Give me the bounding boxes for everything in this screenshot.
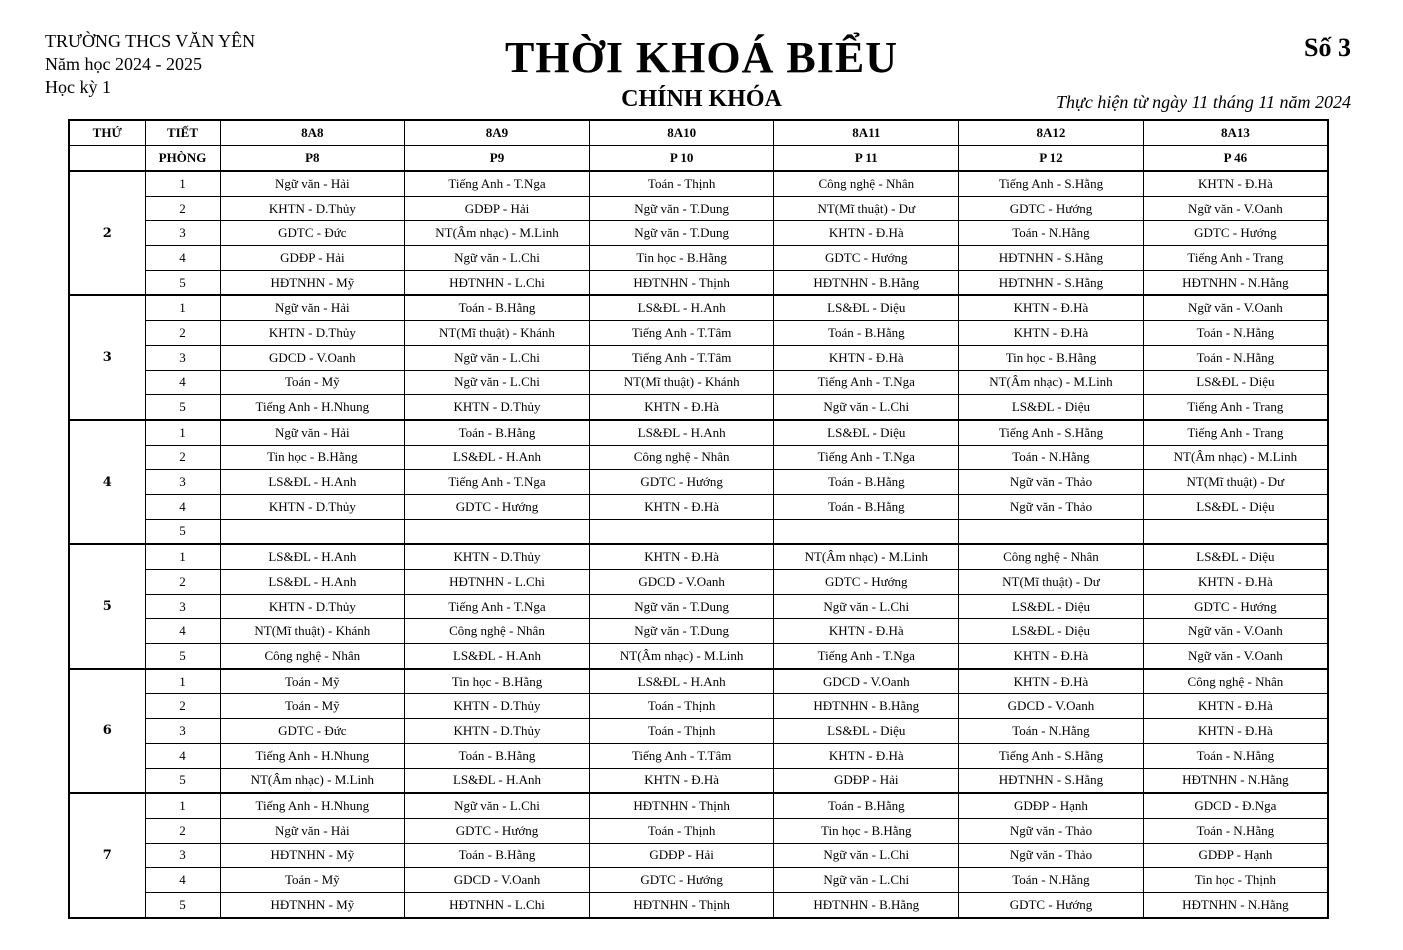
table-row [69,868,1328,893]
lesson-cell: Toán - N.Hằng [959,221,1144,246]
lesson-cell: HĐTNHN - Thịnh [589,892,774,917]
period-cell: 3 [145,843,220,868]
lesson-cell: Ngữ văn - L.Chi [774,843,959,868]
period-cell: 4 [145,494,220,519]
lesson-cell: NT(Mĩ thuật) - Khánh [405,321,590,346]
period-cell: 2 [145,321,220,346]
lesson-cell: NT(Mĩ thuật) - Dư [1143,470,1328,495]
lesson-cell: Ngữ văn - T.Dung [589,619,774,644]
lesson-cell: Tiếng Anh - S.Hằng [959,171,1144,196]
lesson-cell: NT(Âm nhạc) - M.Linh [589,644,774,669]
lesson-cell: NT(Mĩ thuật) - Khánh [220,619,405,644]
room-header: P 12 [959,146,1144,172]
lesson-cell: Tiếng Anh - T.Tâm [589,743,774,768]
lesson-cell: Tiếng Anh - T.Nga [774,445,959,470]
lesson-cell: Ngữ văn - Hải [220,818,405,843]
lesson-cell: Tin học - B.Hằng [589,246,774,271]
lesson-cell: HĐTNHN - Mỹ [220,843,405,868]
table-row [69,519,1328,544]
table-row [69,843,1328,868]
table-row [69,321,1328,346]
lesson-cell: GDTC - Hướng [1143,594,1328,619]
lesson-cell: KHTN - Đ.Hà [1143,570,1328,595]
lesson-cell: GDCD - V.Oanh [959,694,1144,719]
lesson-cell: Toán - B.Hằng [774,470,959,495]
lesson-cell: KHTN - Đ.Hà [1143,694,1328,719]
table-row [69,743,1328,768]
table-row [69,768,1328,793]
lesson-cell: Công nghệ - Nhân [589,445,774,470]
lesson-cell: LS&ĐL - H.Anh [405,445,590,470]
lesson-cell: NT(Mĩ thuật) - Khánh [589,370,774,395]
table-row [69,470,1328,495]
col-tiet-header: TIẾT [145,120,220,146]
lesson-cell: Tiếng Anh - Trang [1143,395,1328,420]
lesson-cell: Ngữ văn - V.Oanh [1143,644,1328,669]
lesson-cell: KHTN - D.Thủy [405,719,590,744]
table-row [69,295,1328,320]
lesson-cell: Ngữ văn - L.Chi [774,594,959,619]
lesson-cell: Ngữ văn - Hải [220,420,405,445]
lesson-cell: KHTN - D.Thủy [220,494,405,519]
lesson-cell: LS&ĐL - H.Anh [405,644,590,669]
lesson-cell: KHTN - D.Thủy [405,544,590,569]
lesson-cell: Công nghệ - Nhân [959,544,1144,569]
lesson-cell: Toán - B.Hằng [405,420,590,445]
table-row [69,395,1328,420]
lesson-cell: GDĐP - Hải [220,246,405,271]
period-cell: 5 [145,395,220,420]
lesson-cell: KHTN - Đ.Hà [589,768,774,793]
lesson-cell: Tiếng Anh - H.Nhung [220,395,405,420]
lesson-cell: Toán - Thịnh [589,719,774,744]
day-cell: 7 [69,793,145,917]
lesson-cell: Toán - Mỹ [220,694,405,719]
lesson-cell: Ngữ văn - L.Chi [405,793,590,818]
lesson-cell [220,519,405,544]
col-thu-header: THỨ [69,120,145,146]
lesson-cell: Ngữ văn - L.Chi [405,345,590,370]
lesson-cell: LS&ĐL - Diệu [774,719,959,744]
lesson-cell: KHTN - Đ.Hà [959,321,1144,346]
class-header: 8A11 [774,120,959,146]
lesson-cell: NT(Âm nhạc) - M.Linh [405,221,590,246]
class-header: 8A10 [589,120,774,146]
table-row [69,892,1328,917]
lesson-cell: GDTC - Hướng [405,494,590,519]
lesson-cell: HĐTNHN - Thịnh [589,270,774,295]
class-header: 8A8 [220,120,405,146]
table-row [69,246,1328,271]
lesson-cell: LS&ĐL - H.Anh [220,570,405,595]
lesson-cell: Toán - Mỹ [220,669,405,694]
period-cell: 2 [145,445,220,470]
lesson-cell: GDTC - Đức [220,221,405,246]
day-cell: 2 [69,171,145,295]
table-row [69,171,1328,196]
lesson-cell [959,519,1144,544]
period-cell: 3 [145,345,220,370]
timetable [68,119,1329,919]
lesson-cell: Ngữ văn - Thảo [959,494,1144,519]
table-row [69,420,1328,445]
table-row [69,494,1328,519]
empty-header-cell [69,146,145,172]
lesson-cell: GDĐP - Hải [405,196,590,221]
lesson-cell: GDĐP - Hải [589,843,774,868]
lesson-cell: NT(Âm nhạc) - M.Linh [774,544,959,569]
period-cell: 3 [145,594,220,619]
lesson-cell: HĐTNHN - N.Hằng [1143,892,1328,917]
period-cell: 5 [145,644,220,669]
lesson-cell: KHTN - Đ.Hà [959,669,1144,694]
lesson-cell: LS&ĐL - H.Anh [220,544,405,569]
lesson-cell: Tiếng Anh - T.Nga [405,594,590,619]
lesson-cell: Tiếng Anh - T.Nga [774,370,959,395]
table-row [69,818,1328,843]
lesson-cell: HĐTNHN - N.Hằng [1143,270,1328,295]
table-row [69,644,1328,669]
effective-date: Thực hiện từ ngày 11 tháng 11 năm 2024 [1056,92,1351,112]
lesson-cell: GDTC - Hướng [774,570,959,595]
lesson-cell: HĐTNHN - Mỹ [220,270,405,295]
period-cell: 4 [145,619,220,644]
table-row [69,669,1328,694]
period-cell: 5 [145,768,220,793]
lesson-cell: Ngữ văn - Thảo [959,470,1144,495]
lesson-cell: LS&ĐL - Diệu [959,619,1144,644]
lesson-cell: Toán - Thịnh [589,694,774,719]
school-name: TRƯỜNG THCS VĂN YÊN [45,31,256,51]
lesson-cell: GDTC - Hướng [774,246,959,271]
lesson-cell: Tiếng Anh - T.Tâm [589,321,774,346]
lesson-cell: HĐTNHN - L.Chi [405,270,590,295]
lesson-cell: NT(Mĩ thuật) - Dư [774,196,959,221]
lesson-cell: NT(Âm nhạc) - M.Linh [959,370,1144,395]
lesson-cell: Toán - Mỹ [220,868,405,893]
col-phong-header: PHÒNG [145,146,220,172]
period-cell: 4 [145,246,220,271]
period-cell: 2 [145,570,220,595]
period-cell: 1 [145,669,220,694]
lesson-cell: GDCD - V.Oanh [774,669,959,694]
lesson-cell: Công nghệ - Nhân [1143,669,1328,694]
lesson-cell: Toán - N.Hằng [1143,321,1328,346]
lesson-cell: Tin học - Thịnh [1143,868,1328,893]
lesson-cell: KHTN - Đ.Hà [774,619,959,644]
lesson-cell: Tiếng Anh - T.Nga [405,470,590,495]
period-cell: 1 [145,544,220,569]
period-cell: 1 [145,793,220,818]
lesson-cell: Tiếng Anh - T.Nga [405,171,590,196]
lesson-cell: Ngữ văn - L.Chi [774,395,959,420]
day-cell: 3 [69,295,145,419]
lesson-cell: Công nghệ - Nhân [774,171,959,196]
day-cell: 5 [69,544,145,668]
lesson-cell: Tiếng Anh - Trang [1143,420,1328,445]
lesson-cell: GDĐP - Hạnh [959,793,1144,818]
lesson-cell: GDTC - Hướng [589,868,774,893]
lesson-cell: Tiếng Anh - T.Tâm [589,345,774,370]
lesson-cell: NT(Mĩ thuật) - Dư [959,570,1144,595]
period-cell: 1 [145,420,220,445]
lesson-cell: LS&ĐL - Diệu [1143,544,1328,569]
lesson-cell: LS&ĐL - Diệu [774,295,959,320]
lesson-cell: GDTC - Hướng [959,892,1144,917]
lesson-cell: HĐTNHN - B.Hằng [774,270,959,295]
header-row-classes [69,120,1328,146]
table-row [69,694,1328,719]
table-row [69,594,1328,619]
lesson-cell: Toán - N.Hằng [959,719,1144,744]
lesson-cell: Ngữ văn - V.Oanh [1143,196,1328,221]
lesson-cell: GDTC - Hướng [405,818,590,843]
lesson-cell: LS&ĐL - Diệu [959,395,1144,420]
lesson-cell: Ngữ văn - L.Chi [405,246,590,271]
lesson-cell: LS&ĐL - H.Anh [405,768,590,793]
lesson-cell: Công nghệ - Nhân [220,644,405,669]
room-header: P 46 [1143,146,1328,172]
lesson-cell: LS&ĐL - Diệu [1143,494,1328,519]
lesson-cell: Toán - N.Hằng [959,445,1144,470]
lesson-cell: KHTN - Đ.Hà [959,644,1144,669]
lesson-cell: GDCD - V.Oanh [405,868,590,893]
lesson-cell: GDTC - Hướng [959,196,1144,221]
class-header: 8A12 [959,120,1144,146]
lesson-cell [774,519,959,544]
lesson-cell: LS&ĐL - H.Anh [589,295,774,320]
lesson-cell: KHTN - D.Thủy [405,694,590,719]
table-row [69,544,1328,569]
lesson-cell: Toán - B.Hằng [405,843,590,868]
period-cell: 5 [145,892,220,917]
period-cell: 3 [145,719,220,744]
lesson-cell: Toán - Thịnh [589,818,774,843]
lesson-cell: KHTN - Đ.Hà [589,494,774,519]
lesson-cell: Ngữ văn - T.Dung [589,196,774,221]
lesson-cell: Ngữ văn - T.Dung [589,221,774,246]
lesson-cell: HĐTNHN - S.Hằng [959,768,1144,793]
lesson-cell: KHTN - Đ.Hà [1143,171,1328,196]
class-header: 8A9 [405,120,590,146]
lesson-cell: KHTN - Đ.Hà [959,295,1144,320]
period-cell: 2 [145,196,220,221]
period-cell: 1 [145,171,220,196]
period-cell: 2 [145,818,220,843]
lesson-cell: KHTN - Đ.Hà [589,544,774,569]
table-row [69,445,1328,470]
lesson-cell: GDĐP - Hải [774,768,959,793]
lesson-cell: KHTN - Đ.Hà [589,395,774,420]
period-cell: 4 [145,743,220,768]
page-subtitle: CHÍNH KHÓA [621,86,782,112]
lesson-cell: Công nghệ - Nhân [405,619,590,644]
header-row-rooms [69,146,1328,172]
table-row [69,196,1328,221]
lesson-cell: Ngữ văn - Thảo [959,818,1144,843]
lesson-cell: KHTN - Đ.Hà [774,743,959,768]
period-cell: 4 [145,868,220,893]
lesson-cell: KHTN - D.Thủy [405,395,590,420]
room-header: P 11 [774,146,959,172]
lesson-cell: Ngữ văn - T.Dung [589,594,774,619]
lesson-cell: GDCD - V.Oanh [589,570,774,595]
lesson-cell: NT(Âm nhạc) - M.Linh [1143,445,1328,470]
room-header: P9 [405,146,590,172]
lesson-cell: Tiếng Anh - Trang [1143,246,1328,271]
lesson-cell: LS&ĐL - H.Anh [589,420,774,445]
lesson-cell: KHTN - D.Thủy [220,321,405,346]
lesson-cell: Toán - B.Hằng [774,321,959,346]
lesson-cell: LS&ĐL - Diệu [959,594,1144,619]
lesson-cell: GDTC - Đức [220,719,405,744]
page-title: THỜI KHOÁ BIỂU [505,33,898,82]
document-number: Số 3 [1304,33,1351,62]
school-year: Năm học 2024 - 2025 [45,54,202,74]
lesson-cell: Tin học - B.Hằng [959,345,1144,370]
period-cell: 4 [145,370,220,395]
room-header: P8 [220,146,405,172]
table-row [69,619,1328,644]
lesson-cell: LS&ĐL - Diệu [774,420,959,445]
lesson-cell: KHTN - Đ.Hà [774,345,959,370]
lesson-cell: Ngữ văn - Hải [220,171,405,196]
lesson-cell: Toán - N.Hằng [959,868,1144,893]
lesson-cell: HĐTNHN - S.Hằng [959,246,1144,271]
period-cell: 1 [145,295,220,320]
lesson-cell: LS&ĐL - H.Anh [220,470,405,495]
lesson-cell: Toán - B.Hằng [405,743,590,768]
lesson-cell [589,519,774,544]
lesson-cell: Toán - N.Hằng [1143,818,1328,843]
day-cell: 4 [69,420,145,544]
table-row [69,270,1328,295]
lesson-cell: Tiếng Anh - T.Nga [774,644,959,669]
lesson-cell: Ngữ văn - V.Oanh [1143,295,1328,320]
day-cell: 6 [69,669,145,793]
lesson-cell: GDTC - Hướng [589,470,774,495]
lesson-cell: GDCD - Đ.Nga [1143,793,1328,818]
period-cell: 5 [145,519,220,544]
lesson-cell [405,519,590,544]
room-header: P 10 [589,146,774,172]
lesson-cell: Ngữ văn - Thảo [959,843,1144,868]
period-cell: 3 [145,221,220,246]
period-cell: 2 [145,694,220,719]
table-row [69,370,1328,395]
lesson-cell: HĐTNHN - B.Hằng [774,694,959,719]
lesson-cell: Toán - N.Hằng [1143,743,1328,768]
period-cell: 5 [145,270,220,295]
lesson-cell: Ngữ văn - L.Chi [405,370,590,395]
lesson-cell: Tiếng Anh - S.Hằng [959,420,1144,445]
lesson-cell: GDTC - Hướng [1143,221,1328,246]
lesson-cell: KHTN - D.Thủy [220,594,405,619]
lesson-cell: Toán - B.Hằng [774,793,959,818]
class-header: 8A13 [1143,120,1328,146]
lesson-cell: Tin học - B.Hằng [220,445,405,470]
lesson-cell: Toán - B.Hằng [774,494,959,519]
lesson-cell: Toán - N.Hằng [1143,345,1328,370]
lesson-cell: HĐTNHN - S.Hằng [959,270,1144,295]
lesson-cell: Ngữ văn - L.Chi [774,868,959,893]
lesson-cell: Tiếng Anh - H.Nhung [220,743,405,768]
lesson-cell: KHTN - D.Thủy [220,196,405,221]
table-row [69,221,1328,246]
lesson-cell: Ngữ văn - Hải [220,295,405,320]
lesson-cell: Toán - Mỹ [220,370,405,395]
lesson-cell: HĐTNHN - N.Hằng [1143,768,1328,793]
table-row [69,793,1328,818]
lesson-cell: Tin học - B.Hằng [405,669,590,694]
lesson-cell: KHTN - Đ.Hà [1143,719,1328,744]
lesson-cell: Tin học - B.Hằng [774,818,959,843]
lesson-cell: GDCD - V.Oanh [220,345,405,370]
table-row [69,570,1328,595]
table-row [69,719,1328,744]
lesson-cell [1143,519,1328,544]
lesson-cell: HĐTNHN - Thịnh [589,793,774,818]
lesson-cell: NT(Âm nhạc) - M.Linh [220,768,405,793]
lesson-cell: Tiếng Anh - H.Nhung [220,793,405,818]
lesson-cell: HĐTNHN - Mỹ [220,892,405,917]
lesson-cell: Toán - Thịnh [589,171,774,196]
table-row [69,345,1328,370]
lesson-cell: Tiếng Anh - S.Hằng [959,743,1144,768]
lesson-cell: HĐTNHN - B.Hằng [774,892,959,917]
lesson-cell: LS&ĐL - H.Anh [589,669,774,694]
lesson-cell: Toán - B.Hằng [405,295,590,320]
lesson-cell: HĐTNHN - L.Chi [405,570,590,595]
semester: Học kỳ 1 [45,77,111,97]
timetable-body [69,171,1328,918]
lesson-cell: GDĐP - Hạnh [1143,843,1328,868]
period-cell: 3 [145,470,220,495]
lesson-cell: Ngữ văn - V.Oanh [1143,619,1328,644]
lesson-cell: KHTN - Đ.Hà [774,221,959,246]
lesson-cell: HĐTNHN - L.Chi [405,892,590,917]
lesson-cell: LS&ĐL - Diệu [1143,370,1328,395]
